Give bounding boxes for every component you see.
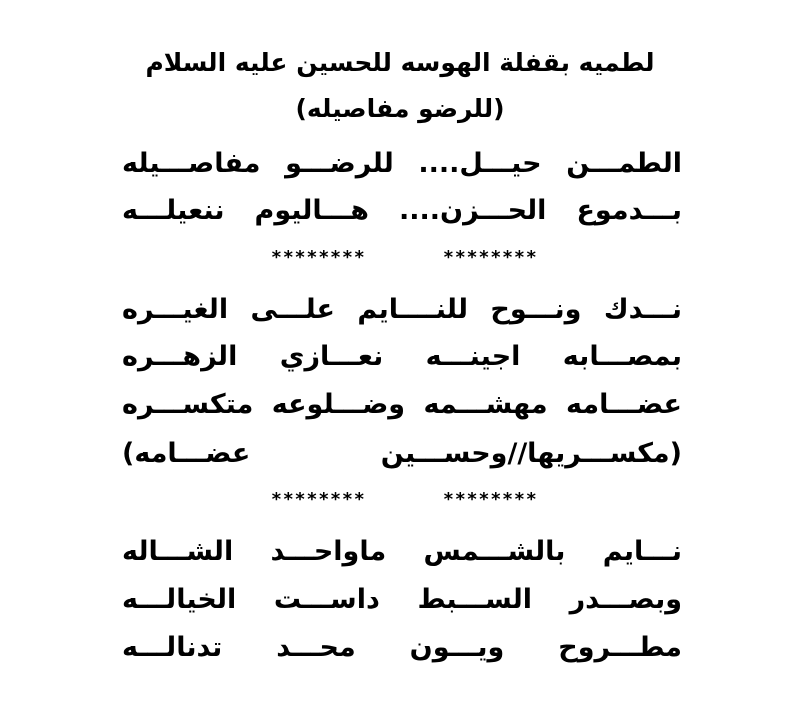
separator-stars-right: ******** [443,489,538,510]
poem-title: لطميه بقفلة الهوسه للحسين عليه السلام [145,48,655,77]
separator-stars-left: ******** [271,489,366,510]
separator-stars-left: ******** [271,247,366,268]
poem-subtitle: (للرضو مفاصيله) [295,94,505,123]
verse-line: (مكســـريها//وحســـين عضـــامه) [122,438,682,469]
verse-line: نـــدك ونـــوح للنــــايم علـــى الغيـــره [122,294,682,325]
verse-line: بـــدموع الحـــزن.... هـــاليوم ننعيلـــه [122,195,682,226]
verse-line: عضـــامه مهشـــمه وضـــلوعه متكســـره [122,389,682,420]
verse-line: الطمـــن حيـــل.... للرضـــو مفاصـــيله [122,148,682,179]
verse-line: بمصـــابه اجينـــه نعـــازي الزهـــره [122,341,682,372]
verse-line: نـــايم بالشـــمس ماواحـــد الشـــاله [122,536,682,567]
separator-stars-right: ******** [443,247,538,268]
verse-line: وبصـــدر الســـبط داســـت الخيالـــه [122,584,682,615]
verse-line: مطـــروح ويـــون محـــد تدنالـــه [122,632,682,663]
